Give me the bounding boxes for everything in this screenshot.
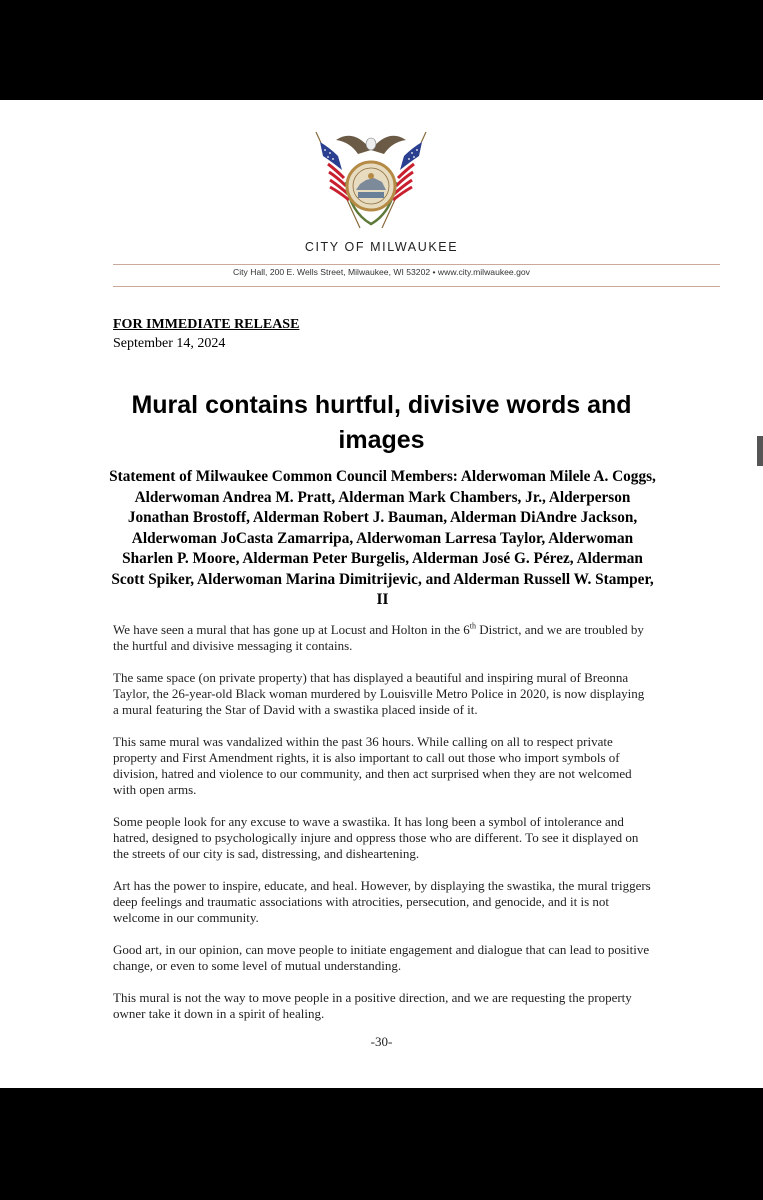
ordinal-suffix: th [469, 621, 476, 631]
paragraph-1-text-end: District, and we are troubled by the hurtful and divisive messaging it contains. [113, 622, 644, 653]
immediate-release-label: FOR IMMEDIATE RELEASE [113, 317, 300, 332]
body-paragraph-4: Some people look for any excuse to wave a swastika. It has long been a symbol of intolerance and hatred, designed to psychologically injure and oppress those who are different. To see it displayed on the streets of our city is sad, distressing, and disheartening. [113, 814, 639, 861]
page-title: Mural contains hurtful, divisive words and images [131, 391, 632, 454]
header-bottom-rule [113, 286, 720, 287]
header-top-rule [113, 264, 720, 265]
body-paragraph-2: The same space (on private property) that has displayed a beautiful and inspiring mural of Breonna Taylor, the 26-year-old Black woman murdered by Louisville Metro Police in 2020, is now displaying a mural featuring the Star of David with a swastika placed inside of it. [113, 670, 645, 717]
body-paragraph-3: This same mural was vandalized within the past 36 hours. While calling on all to respect private property and First Amendment rights, it is also important to call out those who import symbols of division, hatred and violence to our community, and then act surprised when they are not welcomed with open arms. [113, 734, 632, 797]
city-seal-icon [306, 120, 436, 238]
city-name: CITY OF MILWAUKEE [304, 240, 459, 254]
body-paragraph-1 [113, 622, 653, 654]
body-paragraph-5: Art has the power to inspire, educate, and heal. However, by displaying the swastika, the mural triggers deep feelings and traumatic associations with atrocities, persecution, and genocide, and it is not welcome in our community. [113, 878, 651, 925]
city-hall-address: City Hall, 200 E. Wells Street, Milwaukee, WI 53202 • www.city.milwaukee.gov [233, 267, 530, 277]
release-body [113, 622, 653, 1038]
body-paragraph-7: This mural is not the way to move people in a positive direction, and we are requesting the property owner take it down in a spirit of healing. [113, 990, 632, 1021]
paragraph-1-text: We have seen a mural that has gone up at Locust and Holton in the 6 [113, 622, 470, 637]
release-date: September 14, 2024 [113, 336, 226, 351]
scroll-indicator[interactable] [757, 436, 763, 466]
body-paragraph-6: Good art, in our opinion, can move people to initiate engagement and dialogue that can lead to positive change, or even to some level of mutual understanding. [113, 942, 650, 973]
statement-authors: Statement of Milwaukee Common Council Members: Alderwoman Milele A. Coggs, Alderwoman Andrea M. Pratt, Alderman Mark Chambers, Jr., Alderperson Jonathan Brostoff, Alderman Robert J. Bauman, Alderman DiAndre Jackson, Alderwoman JoCasta Zamarripa, Alderwoman Larresa Taylor, Alderwoman Sharlen P. Moore, Alderman Peter Burgelis, Alderman José G. Pérez, Alderman Scott Spiker, Alderwoman Marina Dimitrijevic, and Alderman Russell W. Stamper, II [109, 468, 656, 608]
press-release-page [0, 100, 763, 1088]
end-marker: -30- [370, 1034, 393, 1049]
